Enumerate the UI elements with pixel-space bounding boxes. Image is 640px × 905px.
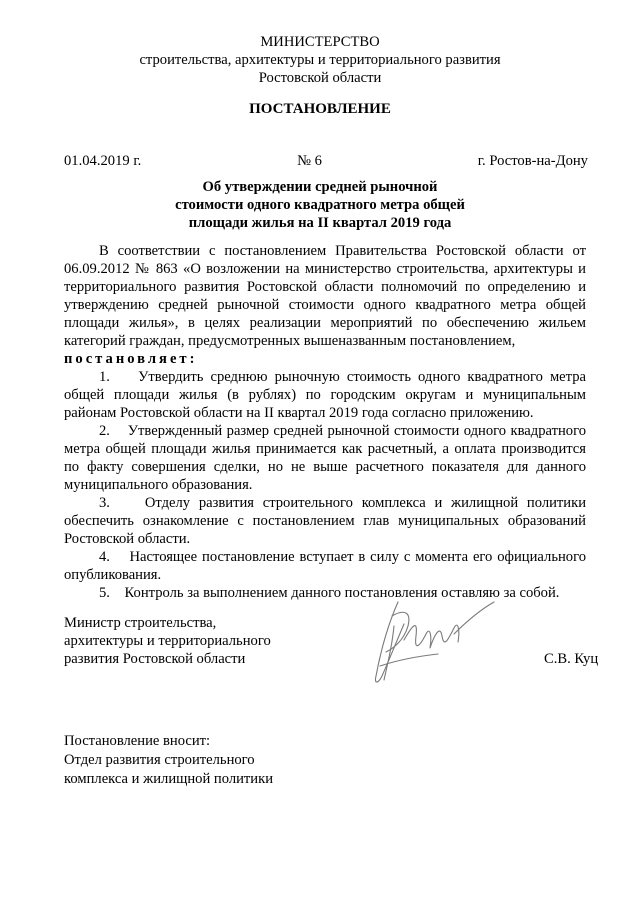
ministry-region: Ростовской области (258, 70, 382, 86)
ministry-title: МИНИСТЕРСТВО (260, 34, 380, 50)
submitter-line: комплекса и жилищной политики (64, 771, 274, 787)
submitter-line: Отдел развития строительного (64, 752, 255, 768)
doc-subject (0, 178, 640, 232)
signatory-block (64, 614, 271, 668)
clause-item: 1. Утвердить среднюю рыночную стоимость одного квадратного метра общей площади жилья (в рублях) по городским округам и муниципальным районам Ростовской области на II квартал 2019 года согласно приложению. (64, 369, 586, 421)
ministry-subtitle: строительства, архитектуры и территориального развития (139, 52, 501, 68)
doc-date: 01.04.2019 г. (64, 153, 142, 169)
doc-number: № 6 (297, 153, 322, 169)
signatory-line: развития Ростовской области (64, 651, 246, 667)
submitter-line: Постановление вносит: (64, 733, 211, 749)
clause-item: 5. Контроль за выполнением данного постановления оставляю за собой. (99, 585, 560, 601)
subject-line: Об утверждении средней рыночной (202, 179, 438, 195)
signatory-line: Министр строительства, (64, 615, 217, 631)
clause-item: 2. Утвержденный размер средней рыночной стоимости одного квадратного метра общей площади жилья принимается как расчетный, а оплата производится по факту совершения сделки, но не выше расчетного показателя для данного муниципального образования. (64, 423, 586, 493)
clause-item: 3. Отделу развития строительного комплекса и жилищной политики обеспечить ознакомление с постановлением глав муниципальных образований Ростовской области. (64, 495, 586, 547)
clause-item: 4. Настоящее постановление вступает в силу с момента его официального опубликования. (64, 549, 586, 583)
signatory-line: архитектуры и территориального (64, 633, 271, 649)
subject-line: площади жилья на II квартал 2019 года (188, 215, 452, 231)
doc-type-title: ПОСТАНОВЛЕНИЕ (249, 101, 391, 117)
handwritten-signature (368, 596, 498, 688)
preamble-paragraph: В соответствии с постановлением Правительства Ростовской области от 06.09.2012 № 863 «О возложении на министерство строительства, архитектуры и территориального развития Ростовской области полномочий по определению и утверждению средней рыночной стоимости одного квадратного метра общей площади жилья», в целях реализации мероприятий по обеспечению жильем категорий граждан, предусмотренных вышеназванным постановлением, (64, 243, 586, 349)
doc-meta-row (64, 152, 588, 170)
submitter-block (64, 732, 273, 789)
ministry-header (0, 33, 640, 87)
subject-line: стоимости одного квадратного метра общей (175, 197, 465, 213)
doc-place: г. Ростов-на-Дону (477, 153, 588, 169)
doc-body (64, 242, 586, 602)
decree-word: постановляет: (64, 351, 198, 367)
signatory-name: С.В. Куц (544, 651, 599, 667)
